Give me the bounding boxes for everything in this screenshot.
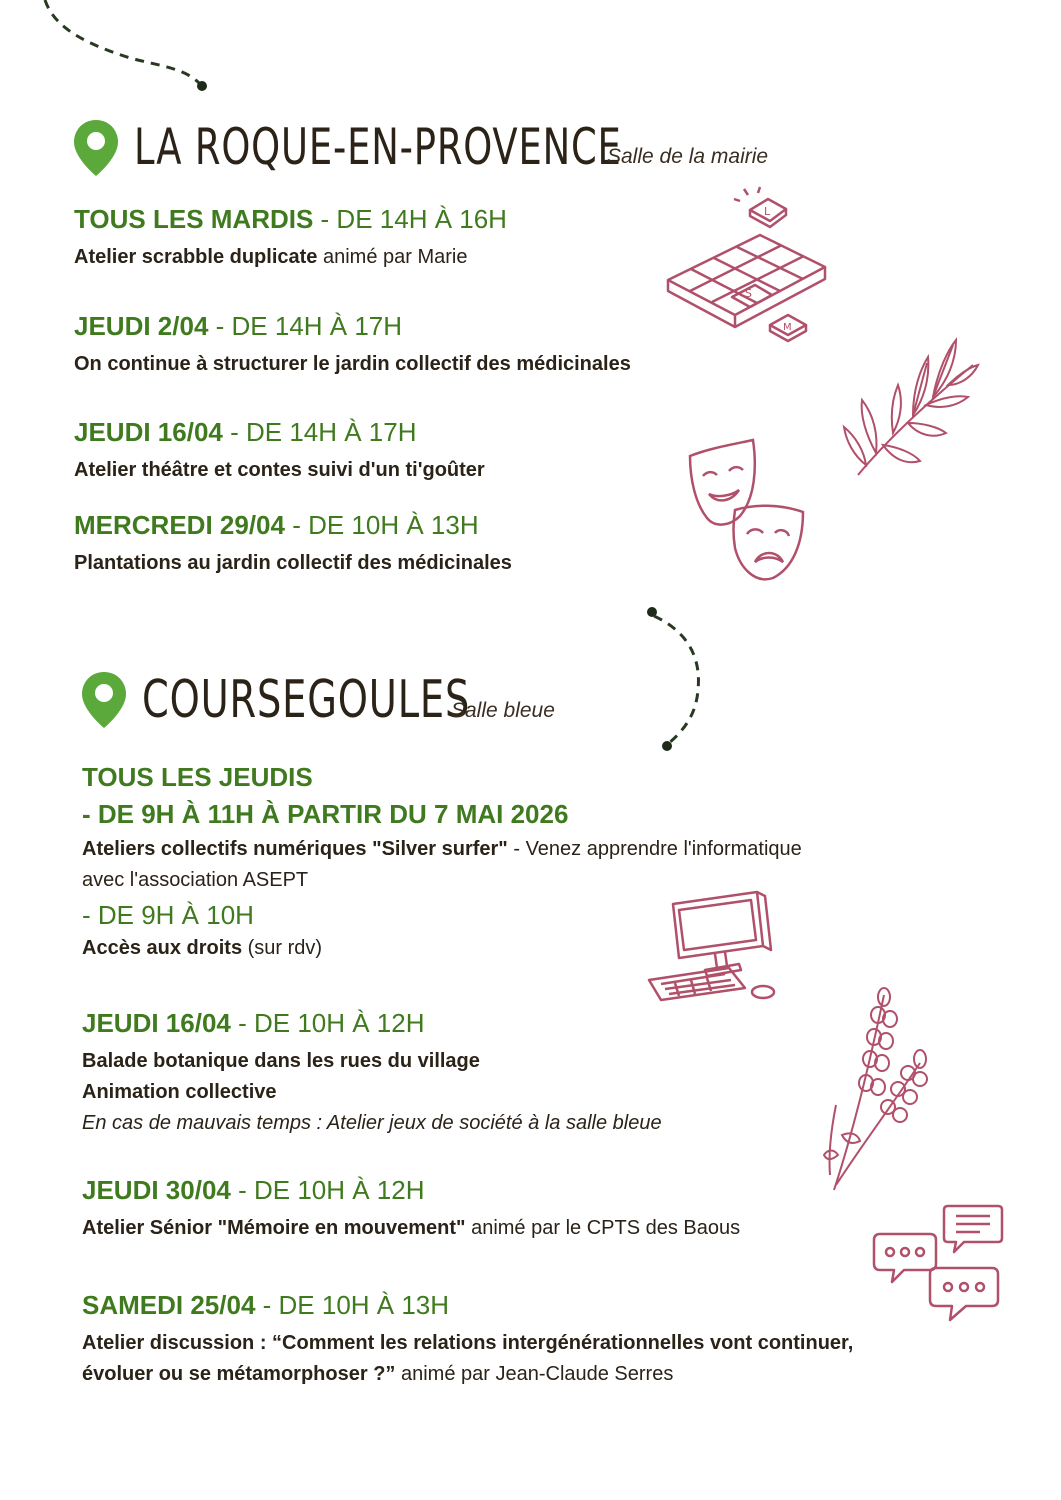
event-description: animé par Marie <box>317 246 468 269</box>
event-title: Atelier Sénior "Mémoire en mouvement" <box>82 1217 466 1240</box>
event-title: Atelier scrabble duplicate <box>74 246 318 269</box>
lavender-icon <box>822 985 932 1195</box>
scrabble-board-icon <box>660 185 835 350</box>
event-day: JEUDI 2/04 <box>74 311 209 341</box>
event-time: - DE 14H À 16H <box>313 204 507 234</box>
dotted-path-decoration-top <box>0 0 220 100</box>
event-day: JEUDI 16/04 <box>82 1008 231 1038</box>
venue-label: Salle bleue <box>451 699 555 722</box>
event-subtitle: Animation collective <box>82 1081 277 1104</box>
location-pin-icon <box>80 670 128 730</box>
event-item <box>82 1290 853 1390</box>
event-day: MERCREDI 29/04 <box>74 510 285 540</box>
event-description: (sur rdv) <box>242 936 323 959</box>
event-time: - DE 10H À 12H <box>230 1175 425 1205</box>
leaf-branch-icon <box>838 335 983 480</box>
chat-bubbles-icon <box>870 1200 1005 1330</box>
event-time: - DE 10H À 13H <box>255 1290 450 1320</box>
event-time: - DE 14H À 17H <box>208 311 403 341</box>
event-day: TOUS LES MARDIS <box>74 204 314 234</box>
event-note: En cas de mauvais temps : Atelier jeux de société à la salle bleue <box>82 1112 662 1135</box>
venue-label: Salle de la mairie <box>607 145 769 168</box>
event-title: Atelier discussion : “Comment les relations intergénérationnelles vont continuer, <box>82 1332 854 1355</box>
event-item <box>74 510 512 579</box>
event-item <box>82 1008 662 1139</box>
event-description: - Venez apprendre l'informatique <box>507 838 802 861</box>
event-title: Plantations au jardin collectif des médicinales <box>74 552 512 575</box>
city-title: LA ROQUE-EN-PROVENCE <box>134 118 622 176</box>
event-title: Balade botanique dans les rues du village <box>82 1050 480 1073</box>
event-title: On continue à structurer le jardin collectif des médicinales <box>74 353 631 376</box>
event-time: - DE 9H À 10H <box>82 900 254 931</box>
dotted-path-decoration-middle <box>640 600 720 755</box>
computer-icon <box>645 888 785 1008</box>
event-day: JEUDI 30/04 <box>82 1175 231 1205</box>
svg-text:S: S <box>745 287 752 300</box>
location-pin-icon <box>72 118 120 178</box>
event-time: - DE 14H À 17H <box>222 417 417 447</box>
event-title: Ateliers collectifs numériques "Silver surfer" <box>82 838 508 861</box>
event-time: - DE 10H À 13H <box>284 510 479 540</box>
event-day: TOUS LES JEUDIS <box>82 762 313 792</box>
event-item <box>82 1175 740 1244</box>
event-item <box>74 311 631 380</box>
event-time: - DE 10H À 12H <box>230 1008 425 1038</box>
event-time: - DE 9H À 11H À PARTIR DU 7 MAI 2026 <box>82 799 569 830</box>
event-item <box>74 204 507 273</box>
event-item <box>74 417 485 486</box>
theatre-masks-icon <box>685 438 810 588</box>
city-title: COURSEGOULES <box>142 670 471 730</box>
svg-text:L: L <box>764 205 771 218</box>
event-description: avec l'association ASEPT <box>82 869 309 892</box>
event-day: JEUDI 16/04 <box>74 417 223 447</box>
event-description: animé par Jean-Claude Serres <box>395 1363 674 1386</box>
event-description: animé par le CPTS des Baous <box>465 1217 741 1240</box>
event-day: SAMEDI 25/04 <box>82 1290 256 1320</box>
event-title: Atelier théâtre et contes suivi d'un ti'goûter <box>74 459 485 482</box>
event-title: Accès aux droits <box>82 936 243 959</box>
event-title: évoluer ou se métamorphoser ?” <box>82 1363 396 1386</box>
svg-text:M: M <box>783 322 792 333</box>
